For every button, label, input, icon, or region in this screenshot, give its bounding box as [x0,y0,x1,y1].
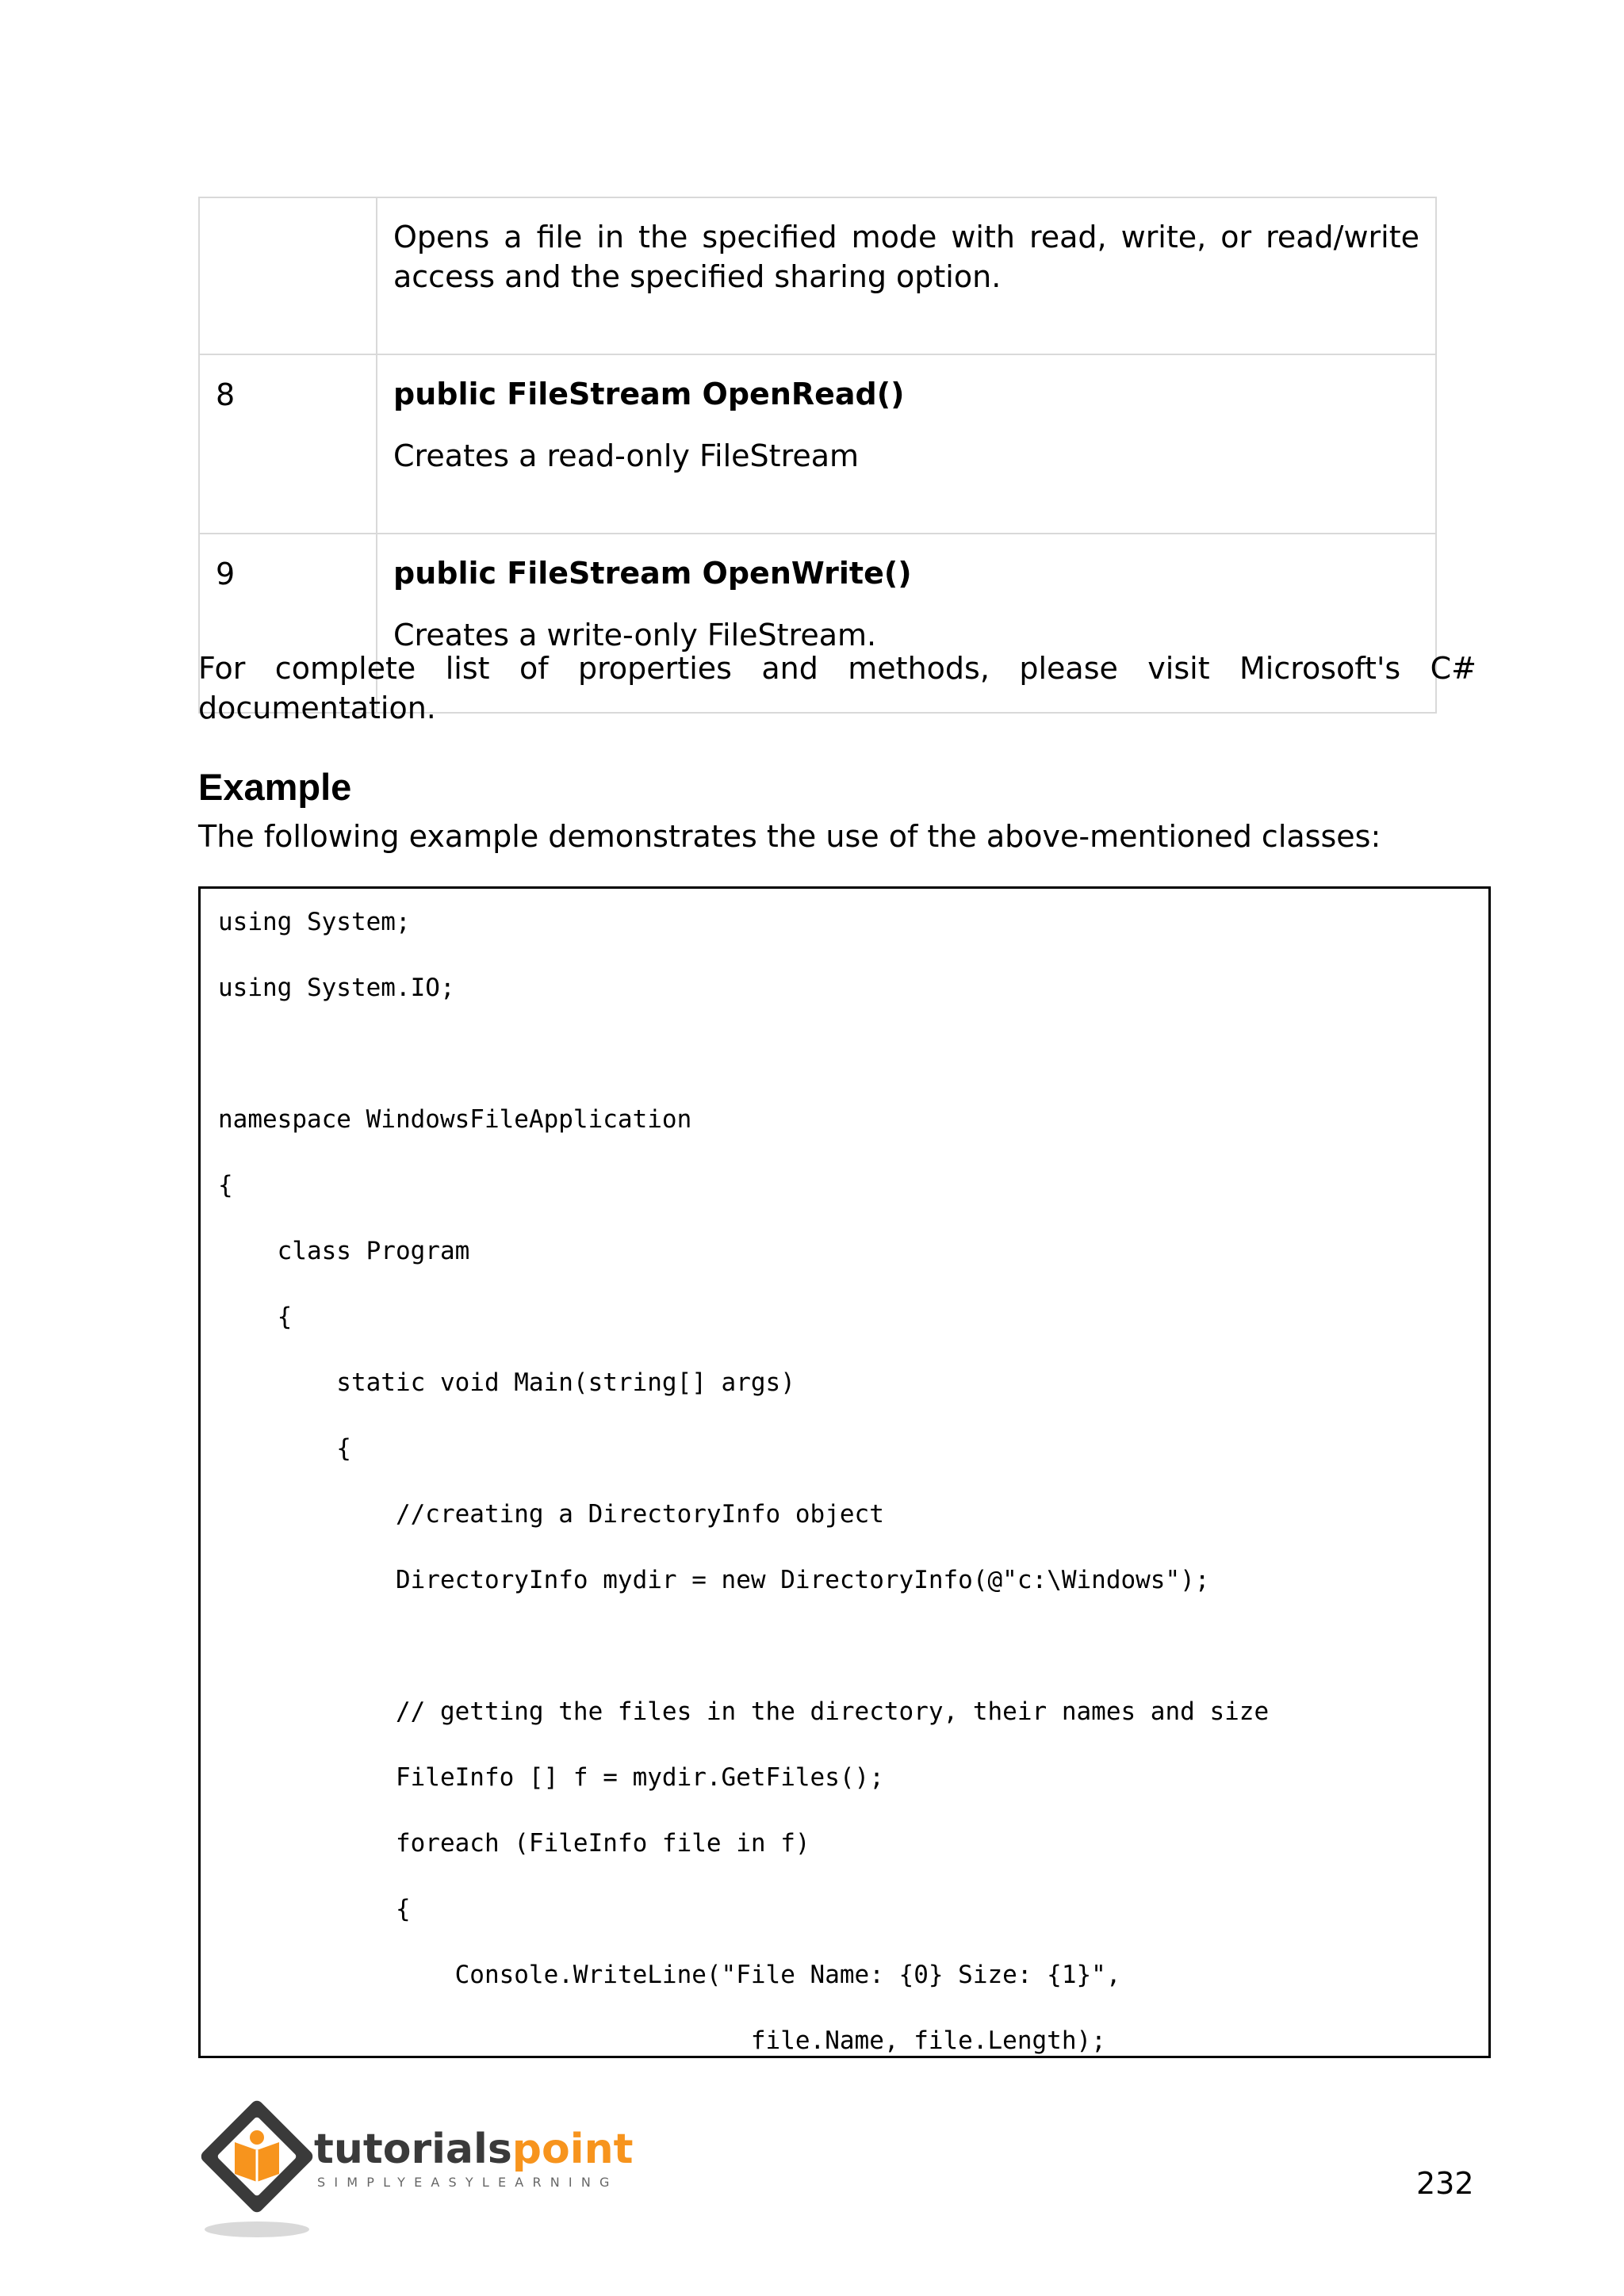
method-description: Opens a file in the specified mode with read, write, or read/write access and the specified sharing option. [393,220,1419,294]
code-line: { [218,1171,233,1200]
code-line: foreach (FileInfo file in f) [218,1829,810,1858]
documentation-paragraph: For complete list of properties and methods, please visit Microsoft's C# documentation. [198,651,1477,725]
method-signature: public FileStream OpenRead() [393,377,905,411]
row-description-cell [377,354,1436,534]
code-line: class Program [218,1237,470,1265]
logo-tagline: SIMPLYEASYLEARNING [317,2175,619,2190]
row-number: 9 [199,534,377,713]
tutorialspoint-logo [193,2093,653,2244]
method-description: Creates a read-only FileStream [393,438,860,473]
code-line: { [218,1303,293,1331]
code-line: //creating a DirectoryInfo object [218,1500,884,1529]
code-line: using System.IO; [218,974,455,1002]
page-number: 232 [1416,2166,1474,2201]
row-description-cell [377,197,1436,354]
table-row [199,197,1436,354]
row-number [199,197,377,354]
code-block [198,886,1491,2058]
table-row [199,354,1436,534]
section-heading: Example [198,766,352,808]
code-line: { [218,1895,411,1923]
reader-head-icon [250,2130,264,2145]
code-line: { [218,1434,351,1463]
method-description: Creates a write-only FileStream. [393,618,877,652]
code-line: static void Main(string[] args) [218,1368,795,1397]
code-line: file.Name, file.Length); [218,2026,1106,2055]
code-line: // getting the files in the directory, their names and size [218,1697,1270,1726]
row-number: 8 [199,354,377,534]
code-line: Console.WriteLine("File Name: {0} Size: {1}", [218,1961,1121,1989]
code-line: FileInfo [] f = mydir.GetFiles(); [218,1763,884,1792]
code-line: using System; [218,908,411,936]
methods-table [198,197,1437,714]
intro-paragraph: The following example demonstrates the use of the above-mentioned classes: [198,819,1381,854]
method-signature: public FileStream OpenWrite() [393,556,912,591]
logo-wordmark: tutorialspoint [314,2126,634,2173]
code-line: namespace WindowsFileApplication [218,1105,692,1134]
logo-shadow [205,2221,309,2237]
code-line: DirectoryInfo mydir = new DirectoryInfo(@"c:\Windows"); [218,1566,1210,1594]
